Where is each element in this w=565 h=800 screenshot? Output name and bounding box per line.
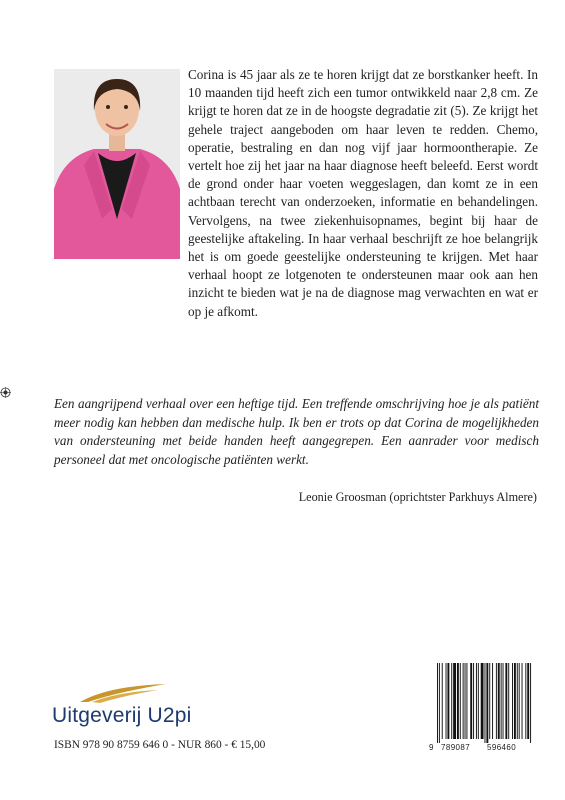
isbn-barcode [427, 657, 537, 759]
barcode-bar [437, 663, 438, 743]
barcode-bar [465, 663, 466, 739]
review-quote: Een aangrijpend verhaal over een heftige tijd. Een treffende omschrijving hoe je als patiënt meer nodig kan hebben dan medische hulp. Ik ben er trots op dat Corina de mogelijkheden van ondersteuning met beide handen heeft aangegrepen. Een aanrader voor medisch personeel dat met oncologische patiënten werkt. [54, 396, 539, 467]
barcode-bar [453, 663, 456, 739]
barcode-bar [442, 663, 443, 739]
barcode-bar [527, 663, 529, 739]
barcode-digits-left: 789087 [441, 743, 471, 752]
barcode-bar [512, 663, 513, 739]
isbn-price-line: ISBN 978 90 8759 646 0 - NUR 860 - € 15,00 [54, 739, 266, 751]
barcode-bar [508, 663, 509, 739]
registration-mark-icon [0, 387, 11, 398]
barcode-bars [427, 657, 537, 743]
barcode-bar [485, 663, 486, 743]
barcode-bar [463, 663, 464, 739]
barcode-bar [519, 663, 520, 739]
barcode-bar [478, 663, 479, 739]
barcode-bar [447, 663, 449, 739]
quote-attribution: Leonie Groosman (oprichtster Parkhuys Almere) [298, 490, 537, 504]
publisher-name: Uitgeverij U2pi [52, 704, 192, 727]
publisher-logo [52, 682, 232, 732]
publisher-swoosh-icon [78, 682, 168, 704]
barcode-bar [466, 663, 467, 739]
barcode-bar [446, 663, 447, 739]
barcode-bar [514, 663, 516, 739]
barcode-bar [460, 663, 461, 739]
barcode-bar [496, 663, 497, 739]
author-portrait-image [54, 69, 180, 259]
barcode-bar [501, 663, 502, 739]
barcode-bar [457, 663, 459, 739]
barcode-bar [503, 663, 504, 739]
barcode-bar [530, 663, 531, 743]
barcode-bar [522, 663, 523, 739]
barcode-bar [439, 663, 440, 743]
barcode-bar [486, 663, 488, 743]
barcode-digits-right: 596460 [487, 743, 517, 752]
barcode-bar [476, 663, 477, 739]
barcode-bar [481, 663, 484, 739]
barcode-bar [489, 663, 490, 739]
barcode-bar [473, 663, 474, 739]
barcode-bar [470, 663, 472, 739]
barcode-bar [505, 663, 507, 739]
barcode-bar [517, 663, 518, 739]
author-photo [54, 69, 180, 259]
barcode-bar [525, 663, 526, 739]
barcode-digit-lead: 9 [429, 743, 434, 752]
barcode-bar [492, 663, 493, 739]
barcode-bar [451, 663, 452, 739]
author-bio-text: Corina is 45 jaar als ze te horen krijgt dat ze borstkanker heeft. In 10 maanden tijd heeft zich een tumor ontwikkeld naar 2,8 cm. Ze krijgt te horen dat ze in de hoogste degradatie zit (5). Ze krijgt het gehele traject aangeboden om haar leven te redden. Chemo, operatie, bestraling en dan nog vijf jaar hormoontherapie. Ze vertelt hoe zij het jaar na haar diagnose heeft beleefd. Eerst wordt de grond onder haar voeten weggeslagen, dan komt ze in een achtbaan terecht van onderzoeken, informatie en behandelingen. Vervolgens, na twee ziekenhuisopnames, begint bij haar de geestelijke aftakeling. In haar verhaal beschrijft ze hoe belangrijk het is om goede geestelijke ondersteuning te krijgen. Met haar verhaal hoopt ze lotgenoten te ondersteunen maar ook aan hen inzicht te bieden wat je na de diagnose mag verwachten en wat er op je afkomt. [188, 67, 538, 319]
barcode-bar [498, 663, 500, 739]
